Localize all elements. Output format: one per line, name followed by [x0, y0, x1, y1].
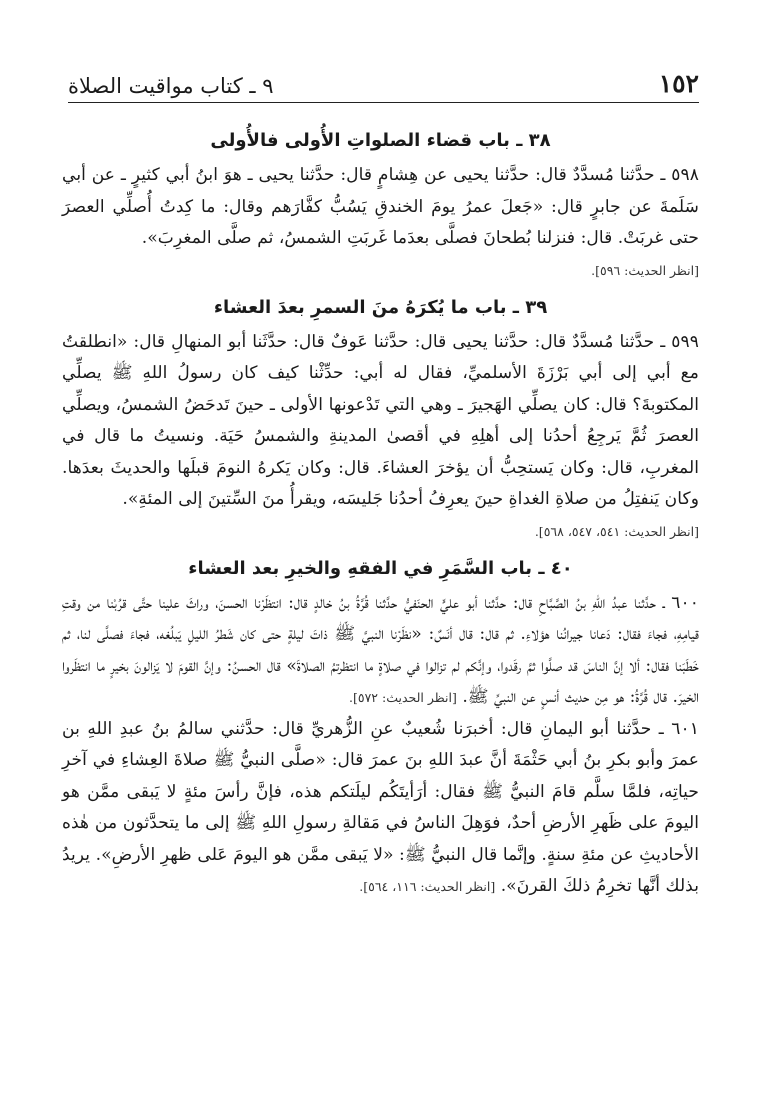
page-header	[68, 60, 699, 103]
hadith-600-text: ٦٠٠ ـ حدَّثنا عبدُ اللهِ بنُ الصَّبَّاحِ قال: حدَّثنا أبو عليٍّ الحنَفيُّ حدَّثنا قُرَّةُ بنُ خالدٍ قال: انتظَرْنا الحسنَ، وراثَ علينا حتَّى قرُبْنا من وقتِ قيامِهِ، فجاءَ فقال: دَعانا جيرانُنا هؤلاءِ. ثم قال: قال أنَسٌ: «نظَرْنا النبيَّ ﷺ ذاتَ ليلةٍ حتى كان شَطرُ الليلِ يَبلُغه، فجاءَ فصلَّى لنا، ثم خَطَبَنا فقال: ألا إنَّ الناسَ قد صلَّوا ثمَّ رقَدوا، وإنَّكم لم تزالوا في صلاةٍ ما انتظرتمُ الصلاةَ» قال الحسنُ: وإنَّ القومَ لا يَزالونَ بخيرٍ ما انتظَروا الخيرَ. قال قُرَّةُ: هو مِن حديث أنسٍ عن النبيِّ ﷺ.	[62, 592, 699, 707]
page-body	[62, 118, 699, 903]
chapter-heading-40: ٤٠ ـ باب السَّمَرِ في الفقهِ والخيرِ بعد العشاء	[188, 557, 573, 579]
hadith-601	[62, 714, 699, 903]
chapter-heading-38: ٣٨ ـ باب قضاء الصلواتِ الأُولى فالأُولى	[210, 130, 551, 151]
hadith-reference: [انظر الحديث: ١١٦، ٥٦٤].	[359, 879, 496, 894]
hadith-reference: [انظر الحديث: ٥٤١، ٥٤٧، ٥٦٨].	[534, 523, 699, 539]
hadith-reference: [انظر الحديث: ٥٧٢].	[349, 690, 457, 705]
hadith-600	[62, 588, 699, 714]
hadith-601-text: ٦٠١ ـ حدَّثنا أبو اليمانِ قال: أخبرَنا شُعيبٌ عنِ الزُّهريِّ قال: حدَّثني سالمُ بنُ عبدِ اللهِ بن عمرَ وأبو بكرِ بنُ أبي حَثْمَةَ أنَّ عبدَ اللهِ بنَ عمرَ قال: «صلَّى النبيُّ ﷺ صلاةَ العِشاءِ في آخرِ حياتِه، فلمَّا سلَّم قامَ النبيُّ ﷺ فقال: أرَأيتَكُم ليلَتكم هذه، فإنَّ رأسَ مئةٍ لا يَبقى ممَّن هو اليومَ على ظَهرِ الأرضِ أحدٌ، فوَهِلَ الناسُ في مَقالةِ رسولِ اللهِ ﷺ إلى ما يتحدَّثون من هٰذه الأحاديثِ عن مئةِ سنةٍ. وإنَّما قال النبيُّ ﷺ: «لا يَبقى ممَّن هو اليومَ عَلى ظهرِ الأرضِ». يريدُ بذلك أنَّها تخرِمُ ذلكَ القرنَ».	[62, 718, 699, 896]
hadith-598: ٥٩٨ ـ حدَّثنا مُسدَّدٌ قال: حدَّثنا يحيى عن هِشامٍ قال: حدَّثنا يحيى ـ هوَ ابنُ أبي كثيرٍ ـ عن أبي سَلَمةَ عن جابرٍ قال: «جَعلَ عمرُ يومَ الخندقِ يَسُبُّ كفَّارَهم وقال: ما كِدتُ أُصلِّي العصرَ حتى غربَتْ. قال: فنزلنا بُطحانَ فصلَّى بعدَما غَربَتِ الشمسُ، ثم صلَّى المغرِبَ».	[62, 165, 699, 248]
running-chapter-title: ٩ ـ كتاب مواقيت الصلاة	[68, 74, 274, 98]
chapter-heading-39: ٣٩ ـ باب ما يُكرَهُ منَ السمرِ بعدَ العشاء	[213, 296, 548, 318]
page-number: ١٥٢	[658, 69, 699, 98]
hadith-599: ٥٩٩ ـ حدَّثنا مُسدَّدٌ قال: حدَّثنا يحيى قال: حدَّثنا عَوفٌ قال: حدَّثَنا أبو المنهالِ قال: «انطلقتُ مع أبي إلى أبي بَرْزَةَ الأسلميِّ، فقال له أبي: حدِّثْنا كيف كان رسولُ اللهِ ﷺ يصلِّي المكتوبةَ؟ قال: كان يصلِّي الهَجيرَ ـ وهي التي تَدْعونها الأولى ـ حينَ تَدحَضُ الشمسُ، ويصلِّي العصرَ ثُمَّ يَرجِعُ أحدُنا إلى أهلِهِ في أقصىٰ المدينةِ والشمسُ حَيَة. ونسيتُ ما قال في المغربِ، قال: وكان يَستحِبُّ أن يؤخرَ العشاءَ. قال: وكان يَكرهُ النومَ قبلَها والحديثَ بعدَها. وكان يَنفتِلُ من صلاةِ الغداةِ حينَ يعرِفُ أحدُنا جَليسَه، ويقرأُ منَ السِّتينَ إلى المئةِ».	[62, 331, 699, 509]
hadith-reference: [انظر الحديث: ٥٩٦].	[591, 262, 699, 278]
